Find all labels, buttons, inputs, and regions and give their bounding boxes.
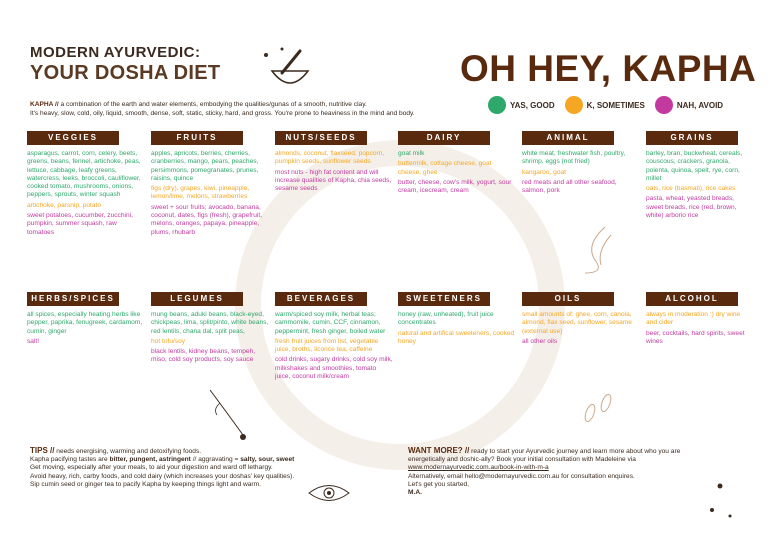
- intro-line1: a combination of the earth and water elements, embodying the qualities/gunas of a smooth, nutritive clay.: [60, 101, 367, 108]
- column-animal: [522, 131, 640, 197]
- avoid-list: sweet + sour fruits; avocado, banana, coconut, dates, figs (fresh), grapefruit, melons, oranges, papaya, pineapple, plums, rhubarb: [151, 203, 263, 236]
- good-list: warm/spiced soy milk, herbal teas; cammomile, cumin, CCF, cinnamon, peppermint, fresh ginger, boiled water: [275, 311, 386, 335]
- column-alcohol: [646, 292, 746, 348]
- tips-section: [30, 447, 360, 489]
- avoid-list: beer, cocktails, hard spirits, sweet wines: [646, 329, 745, 345]
- column-header: LEGUMES: [151, 292, 243, 306]
- column-header: SWEETENERS: [398, 292, 490, 306]
- legend-sometimes-label: K, SOMETIMES: [586, 100, 645, 110]
- column-header: NUTS/SEEDS: [275, 131, 367, 145]
- avoid-list: most nuts - high fat content and will increase qualities of Kapha, chia seeds, sesame seeds: [275, 168, 392, 193]
- avoid-list: sweet potatoes, cucumber, zucchini, pumpkin, summer squash, raw tomatoes: [27, 212, 133, 236]
- column-legumes: [151, 292, 269, 367]
- orange-dot-icon: [565, 96, 583, 114]
- tips-line2a: Kapha pacifying tastes are: [30, 456, 110, 464]
- sometimes-list: kangaroo, goat: [522, 168, 566, 176]
- column-fruits: [151, 131, 269, 239]
- column-header: ALCOHOL: [646, 292, 738, 306]
- good-list: apples, apricots, berries, cherries, cranberries, mango, pears, peaches, persimmons, pomegranates, prunes, raisins, quince: [151, 150, 259, 182]
- sometimes-list: oats, rice (basmati), rice cakes: [646, 185, 736, 193]
- legend-good: [488, 96, 555, 114]
- booking-link[interactable]: www.modernayurvedic.com.au/book-in-with-m-a: [408, 464, 549, 472]
- avoid-list: butter, cheese, cow's milk, yogurt, sour cream, icecream, cream: [398, 178, 512, 195]
- good-list: barley, bran, buckwheat, cereals, couscous, crackers, granola, polenta, quinoa, spelt, rye, corn, millet: [646, 150, 743, 182]
- avoid-list: salt!: [27, 337, 40, 345]
- legend: [488, 96, 733, 114]
- good-list: goat milk: [398, 150, 425, 157]
- page-title: OH HEY, KAPHA: [460, 48, 757, 89]
- tips-aggravating: salty, sour, sweet: [240, 456, 295, 464]
- column-header: VEGGIES: [27, 131, 119, 145]
- dots-icon: [700, 478, 740, 523]
- legend-sometimes: [565, 96, 645, 114]
- sometimes-list: small amounts of: ghee, corn, canola, almond, flax seed, sunflower, sesame (external use): [522, 311, 632, 335]
- good-list: mung beans, aduki beans, black-eyed, chickpeas, lima, split/pinto, white beans, red lentils, chana dal, split peas,: [151, 311, 269, 335]
- intro-text: [30, 100, 470, 118]
- avoid-list: cold drinks, sugary drinks, cold soy milk, milkshakes and smoothies, tomato juice, coconut milk/cream: [275, 356, 393, 381]
- brand-line2: YOUR DOSHA DIET: [30, 62, 221, 84]
- column-nuts-seeds: [275, 131, 393, 195]
- signature: M.A.: [408, 489, 422, 497]
- tips-line2c: // aggravating =: [190, 456, 241, 464]
- column-header: OILS: [522, 292, 614, 306]
- mortar-pestle-icon: [260, 45, 320, 90]
- green-dot-icon: [488, 96, 506, 114]
- petal-icon: [578, 385, 618, 425]
- good-list: asparagus, carrot, corn, celery, beets, greens, beans, fennel, artichoke, peas, lettuce, cabbage, leafy greens, watercress, leeks, broccoli, cauliflower, cooked tomato, mushrooms, onions, peppers, sprouts, winter squash: [27, 150, 141, 199]
- want-line1: ready to start your Ayurvedic journey and learn more about who you are: [471, 448, 681, 455]
- sometimes-list: almonds, coconut, flaxseed, popcorn, pumpkin seeds, sunflower seeds: [275, 150, 385, 166]
- column-oils: [522, 292, 640, 348]
- column-herbs-spices: [27, 292, 145, 348]
- avoid-list: all other oils: [522, 337, 558, 345]
- want-line2: energetically and doshic-ally? Book your initial consultation with Madeleine via: [408, 456, 636, 464]
- good-list: white meat, freshwater fish, poultry, shrimp, eggs (not fried): [522, 150, 626, 166]
- tips-pacifying: bitter, pungent, astringent: [109, 456, 191, 464]
- tips-line5: Sip cumin seed or ginger tea to pacify Kapha by keeping things light and warm.: [30, 480, 261, 488]
- avoid-list: red meats and all other seafood, salmon, pork: [522, 178, 617, 195]
- sometimes-list: buttermilk, cottage cheese, goat cheese, ghee: [398, 160, 492, 176]
- tips-line1: needs energising, warming and detoxifying foods.: [56, 448, 202, 455]
- column-header: HERBS/SPICES: [27, 292, 119, 306]
- column-header: GRAINS: [646, 131, 738, 145]
- sometimes-list: figs (dry), grapes, kiwi, pineapple, lemon/lime, melons, strawberries: [151, 185, 250, 201]
- magenta-dot-icon: [655, 96, 673, 114]
- column-header: BEVERAGES: [275, 292, 367, 306]
- column-dairy: [398, 131, 516, 197]
- sprig-icon: [205, 385, 250, 440]
- avoid-list: pasta, wheat, yeasted breads, sweet breads, rice (red, brown, white) arborio rice: [646, 195, 737, 220]
- want-label: WANT MORE? //: [408, 446, 470, 455]
- good-list: honey (raw, unheated), fruit juice concentrates: [398, 311, 494, 327]
- avoid-list: black lentils, kidney beans, tempeh, miso, cold soy products, soy sauce: [151, 348, 256, 364]
- leaf-icon: [575, 225, 615, 275]
- sometimes-list: natural and artifical sweeteners, cooked honey: [398, 329, 515, 345]
- good-list: all spices, especially heating herbs like pepper, paprika, fenugreek, cardamom, cumin, ginger: [27, 311, 143, 335]
- legend-good-label: YAS, GOOD: [510, 100, 555, 110]
- sometimes-list: hot tofu/soy: [151, 337, 186, 345]
- tips-line3: Get moving, especially after your meals, to aid your digestion and ward off lethargy.: [30, 464, 273, 472]
- tips-label: TIPS //: [30, 446, 55, 455]
- sometimes-list: artichoke, parsnip, potato: [27, 201, 102, 209]
- column-veggies: [27, 131, 145, 239]
- legend-avoid-label: NAH, AVOID: [676, 100, 724, 110]
- brand-line1: MODERN AYURVEDIC:: [30, 44, 201, 61]
- want-line4: Alternatively, email hello@modernayurvedic.com.au for consultation enquires.: [408, 472, 635, 480]
- column-grains: [646, 131, 746, 222]
- sometimes-list: always in moderation :) dry wine and cider: [646, 311, 741, 327]
- want-more-section: [408, 447, 748, 497]
- column-sweeteners: [398, 292, 516, 348]
- intro-label: KAPHA //: [30, 101, 59, 108]
- tips-line4: Avoid heavy, rich, carby foods, and cold dairy (which increases your doshas' key qualities).: [30, 472, 295, 480]
- sometimes-list: fresh fruit juices from list, vegetable juice, broths, licorice tea, caffeine: [275, 337, 379, 354]
- column-header: ANIMAL: [522, 131, 614, 145]
- legend-avoid: [655, 96, 723, 114]
- intro-line2: It's heavy, slow, cold, oily, liquid, smooth, dense, soft, static, sticky, hard, and gross. You're prone to heaviness in the mind and body.: [30, 110, 415, 117]
- column-header: DAIRY: [398, 131, 490, 145]
- column-header: FRUITS: [151, 131, 243, 145]
- want-line5: Let's get you started,: [408, 480, 470, 488]
- column-beverages: [275, 292, 393, 383]
